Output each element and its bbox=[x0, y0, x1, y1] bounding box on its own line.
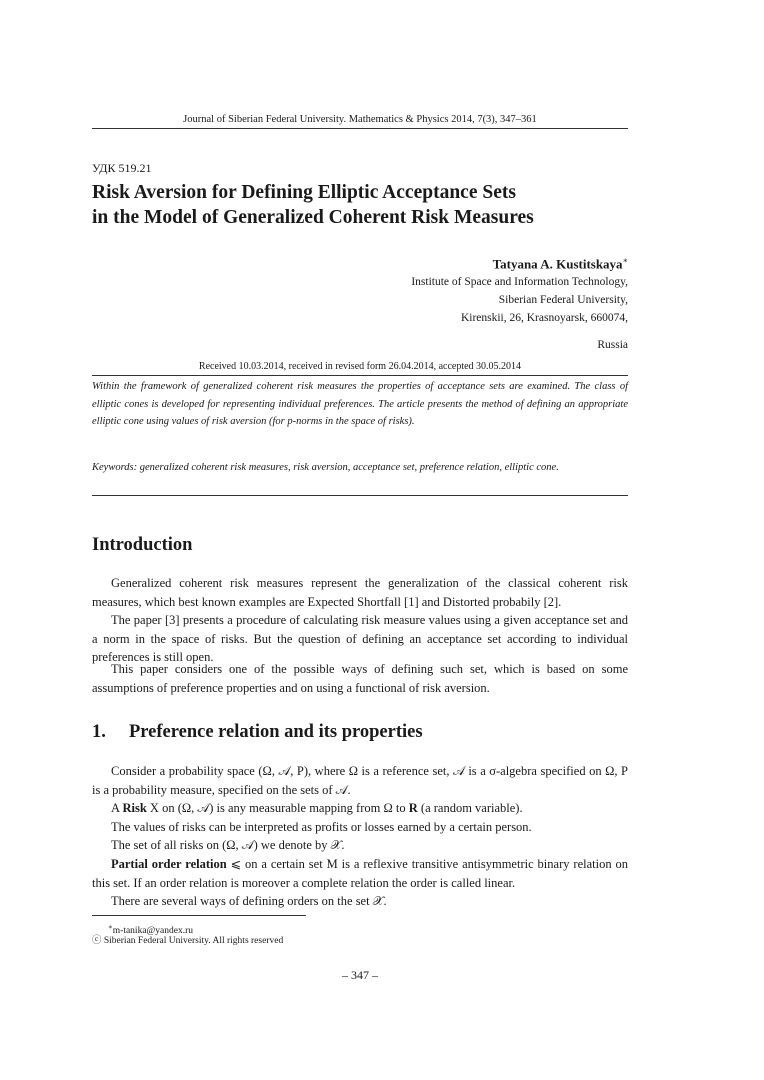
author-name: Tatyana A. Kustitskaya∗ bbox=[492, 256, 628, 272]
section-1-paragraph-5: Partial order relation ⩽ on a certain set M is a reflexive transitive antisymmetric binary relation on this set. If an order relation is moreover a complete relation the order is called linear. bbox=[92, 857, 628, 890]
title-line-1: Risk Aversion for Defining Elliptic Acceptance Sets bbox=[92, 182, 516, 203]
section-1-number: 1. bbox=[92, 722, 106, 742]
intro-paragraph-3: This paper considers one of the possible ways of defining such set, which is based on some assumptions of preference properties and on using a functional of risk aversion. bbox=[92, 662, 628, 695]
section-1-paragraph-1: Consider a probability space (Ω, 𝒜, P), where Ω is a reference set, 𝒜 is a σ-algebra specified on Ω, P is a probability measure, specified on the sets of 𝒜. bbox=[92, 764, 628, 797]
keywords: Keywords: generalized coherent risk measures, risk aversion, acceptance set, preference relation, elliptic cone. bbox=[92, 462, 559, 473]
article-title bbox=[92, 180, 632, 230]
affiliation-country: Russia bbox=[597, 339, 628, 352]
affiliation-line-3: Kirenskii, 26, Krasnoyarsk, 660074, bbox=[460, 312, 628, 325]
section-1-title: Preference relation and its properties bbox=[129, 722, 423, 742]
intro-paragraph-1: Generalized coherent risk measures represent the generalization of the classical coherent risk measures, which best known examples are Expected Shortfall [1] and Distorted probabily [2]. bbox=[92, 576, 628, 609]
partial-order-term: Partial order relation bbox=[111, 857, 227, 871]
section-1-paragraph-6: There are several ways of defining orders on the set 𝒳. bbox=[111, 894, 387, 908]
section-1-paragraph-4: The set of all risks on (Ω, 𝒜) we denote by 𝒳. bbox=[111, 838, 345, 852]
abstract: Within the framework of generalized coherent risk measures the properties of acceptance sets are examined. The class of elliptic cones is developed for representing individual preferences. The article presents the method of defining an appropriate elliptic cone using values of risk aversion (for p-norms in the space of risks). bbox=[92, 381, 628, 427]
introduction-heading: Introduction bbox=[92, 535, 193, 555]
section-1-heading bbox=[92, 722, 423, 743]
footnote-email: ∗m-tanika@yandex.ru bbox=[108, 923, 194, 937]
affiliation-line-2: Siberian Federal University, bbox=[498, 294, 628, 307]
title-line-2: in the Model of Generalized Coherent Risk Measures bbox=[92, 207, 534, 228]
affiliation-line-1: Institute of Space and Information Technology, bbox=[411, 276, 628, 289]
author-block bbox=[411, 252, 628, 354]
footnote-rule bbox=[92, 915, 306, 916]
intro-paragraph-2: The paper [3] presents a procedure of calculating risk measure values using a given acceptance set and a norm in the space of risks. But the question of defining an acceptance set according to individual preferences is still open. bbox=[92, 613, 628, 664]
section-1-paragraph-3: The values of risks can be interpreted as profits or losses earned by a certain person. bbox=[111, 820, 532, 834]
abstract-top-rule bbox=[92, 375, 628, 376]
section-1-paragraph-2: A Risk X on (Ω, 𝒜) is any measurable mapping from Ω to R (a random variable). bbox=[111, 801, 523, 815]
udc-code: УДК 519.21 bbox=[92, 161, 152, 175]
running-head: Journal of Siberian Federal University. Mathematics & Physics 2014, 7(3), 347–361 bbox=[183, 114, 537, 125]
page-number: – 347 – bbox=[342, 968, 378, 982]
received-dates: Received 10.03.2014, received in revised form 26.04.2014, accepted 30.05.2014 bbox=[198, 361, 522, 372]
footnote-copyright: ⓒ Siberian Federal University. All rights reserved bbox=[92, 936, 284, 946]
real-numbers-symbol: R bbox=[408, 801, 418, 815]
header-rule bbox=[92, 128, 628, 129]
abstract-bottom-rule bbox=[92, 495, 628, 496]
risk-term: Risk bbox=[122, 801, 147, 815]
author-footnote-mark: ∗ bbox=[622, 256, 628, 265]
